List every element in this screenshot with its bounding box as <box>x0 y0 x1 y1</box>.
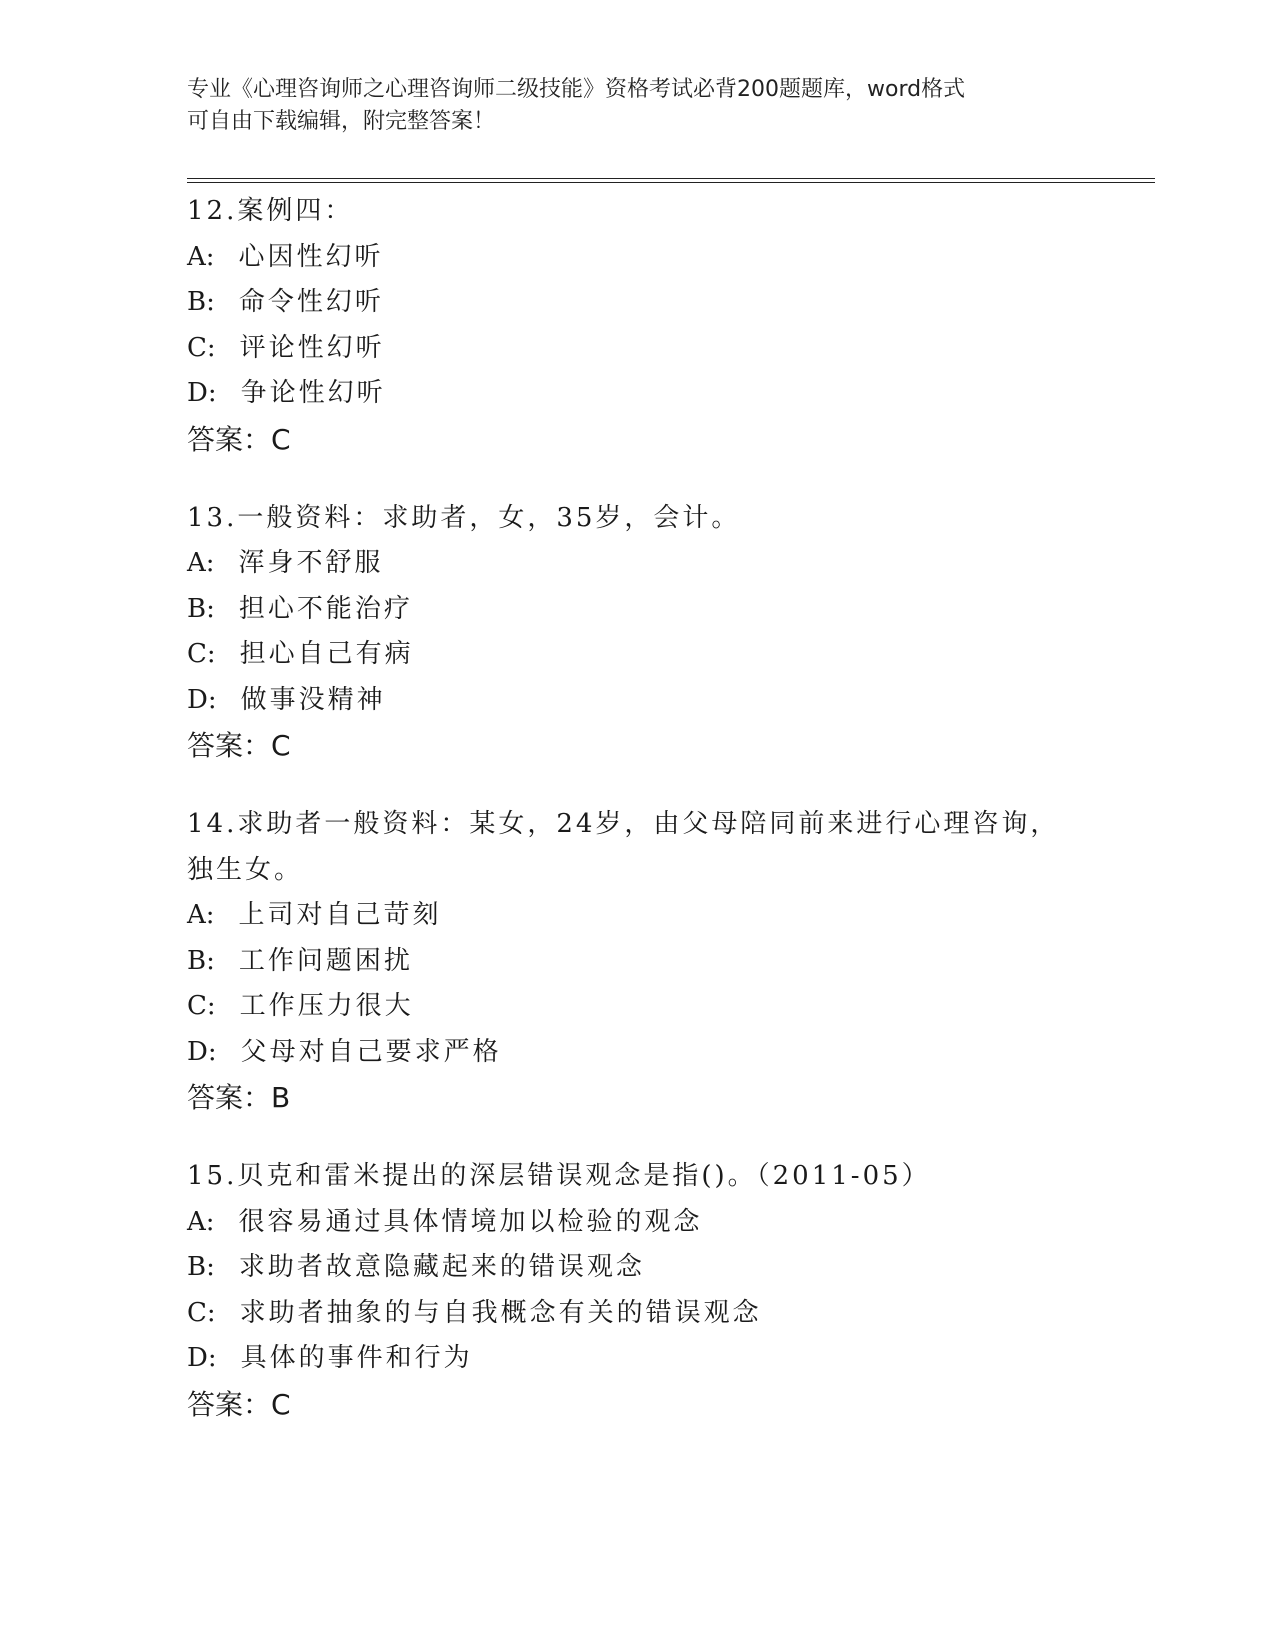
option-text: 求助者故意隐藏起来的错误观念 <box>238 1252 645 1282</box>
option-text: 心因性幻听 <box>238 241 384 272</box>
option-letter: A: <box>187 900 215 930</box>
option-text: 上司对自己苛刻 <box>238 900 442 930</box>
option-text: 工作问题困扰 <box>238 945 413 976</box>
option-letter: B: <box>187 287 215 317</box>
option-text: 命令性幻听 <box>238 287 384 317</box>
question-13 <box>187 496 1087 770</box>
option-text: 评论性幻听 <box>239 332 385 363</box>
answer-line: 答案：C <box>187 1387 291 1421</box>
option-text: 很容易通过具体情境加以检验的观念 <box>238 1206 703 1237</box>
option-letter: D: <box>187 378 217 408</box>
option-letter: B: <box>187 945 215 976</box>
header-line-2: 可自由下载编辑，附完整答案！ <box>187 109 496 134</box>
option-text: 父母对自己要求严格 <box>240 1036 502 1067</box>
answer-line: 答案：C <box>187 422 291 456</box>
question-stem: 13.一般资料：求助者，女，35岁，会计。 <box>187 502 741 533</box>
header-line-1: 专业《心理咨询师之心理咨询师二级技能》资格考试必背200题题库，word格式 <box>187 77 966 102</box>
header-divider <box>187 178 1155 183</box>
option-text: 争论性幻听 <box>240 378 386 408</box>
option-letter: C: <box>187 991 216 1021</box>
option-letter: D: <box>187 684 217 715</box>
option-d <box>187 1030 1087 1076</box>
question-12 <box>187 189 1087 463</box>
option-text: 工作压力很大 <box>239 991 414 1021</box>
option-letter: A: <box>187 241 215 272</box>
question-15 <box>187 1154 1087 1428</box>
document-header <box>187 74 1087 138</box>
option-text: 担心不能治疗 <box>238 593 413 624</box>
option-c <box>187 1291 1087 1337</box>
answer-line: 答案：B <box>187 1081 291 1114</box>
option-text: 具体的事件和行为 <box>240 1343 473 1373</box>
option-text: 做事没精神 <box>240 684 386 715</box>
question-list <box>187 189 1087 1461</box>
option-c <box>187 984 1087 1030</box>
option-text: 求助者抽象的与自我概念有关的错误观念 <box>239 1297 762 1328</box>
option-b <box>187 1245 1087 1291</box>
option-d <box>187 678 1087 724</box>
option-letter: B: <box>187 593 215 624</box>
option-text: 浑身不舒服 <box>238 548 384 578</box>
option-letter: B: <box>187 1252 215 1282</box>
option-c <box>187 326 1087 372</box>
option-letter: A: <box>187 548 215 578</box>
question-stem: 15.贝克和雷米提出的深层错误观念是指()。（2011-05） <box>187 1161 931 1191</box>
option-letter: A: <box>187 1206 215 1237</box>
option-a <box>187 893 1087 939</box>
option-a <box>187 541 1087 587</box>
option-letter: C: <box>187 332 216 363</box>
question-stem: 14.求助者一般资料：某女，24岁，由父母陪同前来进行心理咨询，独生女。 <box>187 809 1060 885</box>
question-stem: 12.案例四： <box>187 196 354 226</box>
question-14 <box>187 802 1087 1121</box>
option-a <box>187 235 1087 281</box>
option-letter: D: <box>187 1343 217 1373</box>
answer-line: 答案：C <box>187 729 291 762</box>
option-b <box>187 280 1087 326</box>
option-d <box>187 371 1087 417</box>
option-letter: C: <box>187 1297 216 1328</box>
option-c <box>187 632 1087 678</box>
option-b <box>187 939 1087 985</box>
option-text: 担心自己有病 <box>239 639 414 669</box>
option-letter: D: <box>187 1036 217 1067</box>
option-a <box>187 1200 1087 1246</box>
option-letter: C: <box>187 639 216 669</box>
option-d <box>187 1336 1087 1382</box>
option-b <box>187 587 1087 633</box>
